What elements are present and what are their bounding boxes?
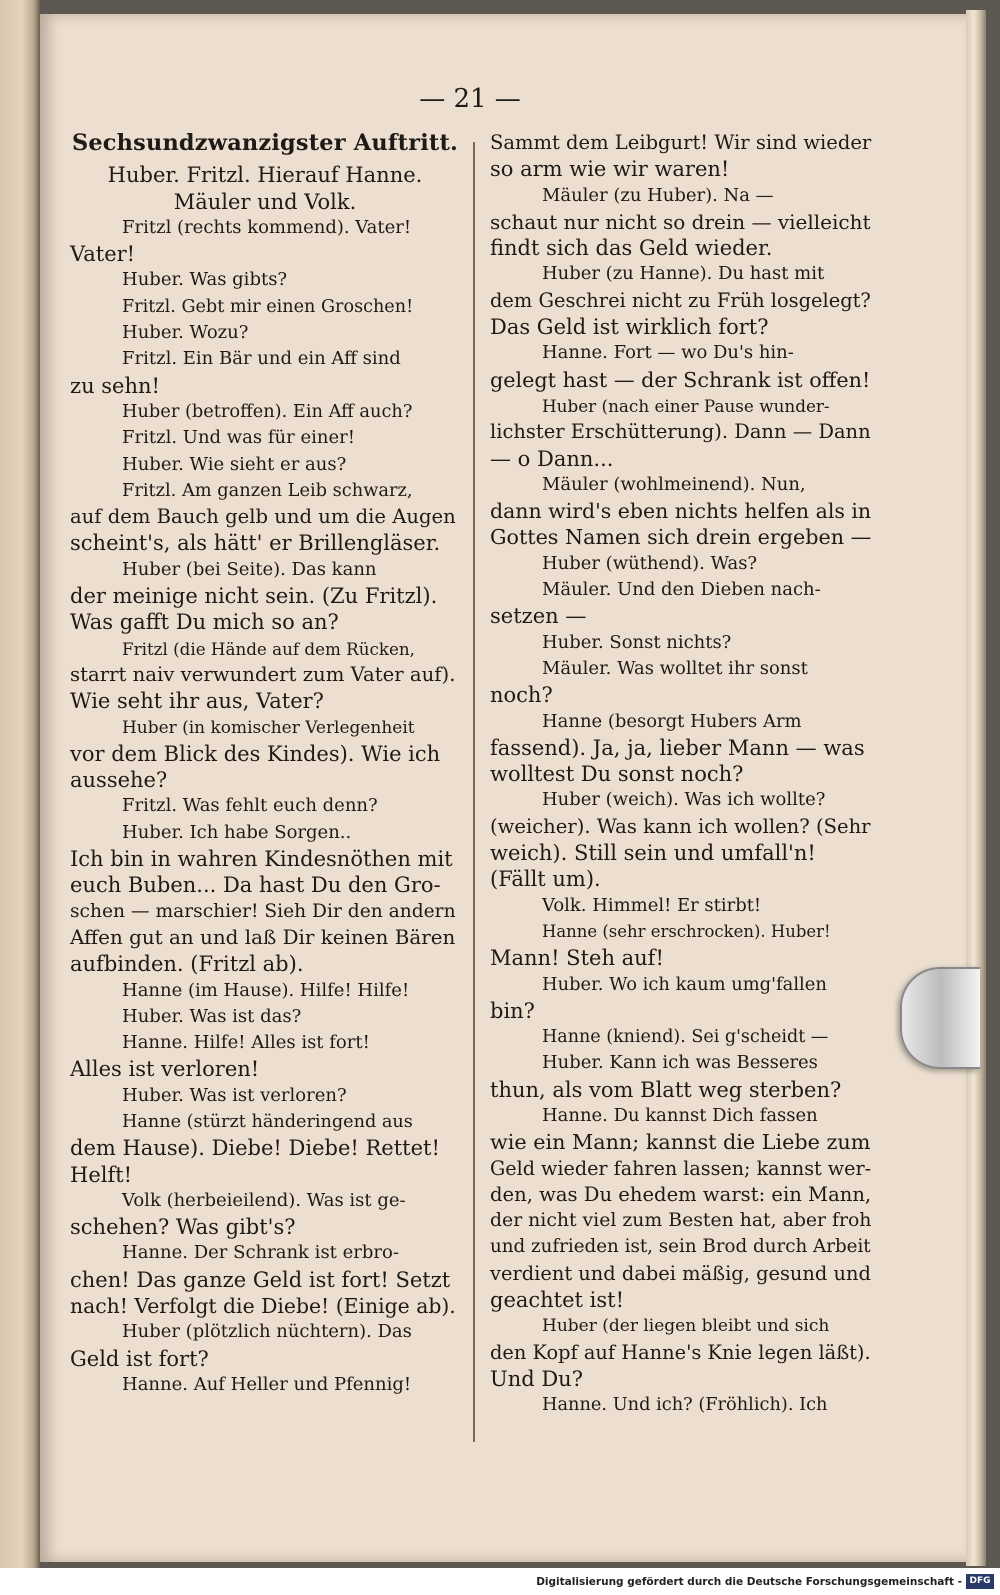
text-line: Huber. Kann ich was Besseres xyxy=(542,1052,818,1074)
text-line: Hanne. Hilfe! Alles ist fort! xyxy=(122,1032,370,1054)
text-line: schehen? Was gibt's? xyxy=(70,1215,296,1240)
text-line: Huber (plötzlich nüchtern). Das xyxy=(122,1321,412,1343)
text-line: noch? xyxy=(490,683,553,708)
text-line: schen — marschier! Sieh Dir den andern xyxy=(70,900,456,922)
text-line: Sammt dem Leibgurt! Wir sind wieder xyxy=(490,131,872,154)
text-line: Huber. Wozu? xyxy=(122,322,249,344)
text-line: Huber. Wo ich kaum umg'fallen xyxy=(542,973,827,995)
text-line: scheint's, als hätt' er Brillengläser. xyxy=(70,531,441,556)
text-line: Volk. Himmel! Er stirbt! xyxy=(542,894,762,916)
text-line: den Kopf auf Hanne's Knie legen läßt). xyxy=(490,1340,871,1364)
text-line: Huber. Was ist das? xyxy=(122,1005,302,1027)
text-line: Fritzl. Am ganzen Leib schwarz, xyxy=(122,479,413,501)
cast-line: Huber. Fritzl. Hierauf Hanne. xyxy=(107,163,423,188)
text-line: Was gafft Du mich so an? xyxy=(70,610,339,635)
text-line: Hanne. Und ich? (Fröhlich). Ich xyxy=(542,1395,828,1416)
text-line: Affen gut an und laß Dir keinen Bären xyxy=(70,925,456,949)
text-line: (weicher). Was kann ich wollen? (Sehr xyxy=(490,814,871,838)
text-line: Geld wieder fahren lassen; kannst wer- xyxy=(490,1156,872,1180)
text-line: Huber (wüthend). Was? xyxy=(542,552,758,574)
text-line: Huber (bei Seite). Das kann xyxy=(122,558,377,580)
left-column xyxy=(70,130,460,1398)
text-line: aussehe? xyxy=(70,768,168,793)
text-line: Hanne (besorgt Hubers Arm xyxy=(542,710,802,732)
text-line: Volk (herbeieilend). Was ist ge- xyxy=(122,1189,406,1211)
text-line: Hanne (im Hause). Hilfe! Hilfe! xyxy=(122,979,410,1001)
text-line: bin? xyxy=(490,998,535,1023)
text-line: vor dem Blick des Kindes). Wie ich xyxy=(70,741,441,766)
text-line: Hanne. Du kannst Dich fassen xyxy=(542,1104,818,1126)
text-line: Hanne (stürzt händeringend aus xyxy=(122,1111,413,1132)
text-line: chen! Das ganze Geld ist fort! Setzt xyxy=(70,1267,451,1292)
text-line: zu sehn! xyxy=(70,373,160,398)
text-line: dann wird's eben nichts helfen als in xyxy=(490,499,872,524)
text-line: dem Geschrei nicht zu Früh losgelegt? xyxy=(490,288,871,312)
text-line: Huber. Was ist verloren? xyxy=(122,1084,347,1106)
text-line: Hanne. Der Schrank ist erbro- xyxy=(122,1242,399,1264)
page-clip xyxy=(900,967,980,1069)
text-line: dem Hause). Diebe! Diebe! Rettet! xyxy=(70,1136,440,1161)
text-line: Huber. Wie sieht er aus? xyxy=(122,453,347,475)
text-line: Hanne (kniend). Sei g'scheidt — xyxy=(542,1027,829,1048)
text-line: Huber (nach einer Pause wunder- xyxy=(542,395,830,416)
text-line: Und Du? xyxy=(490,1366,583,1391)
text-line: Ich bin in wahren Kindesnöthen mit xyxy=(70,847,453,872)
text-line: — o Dann... xyxy=(490,446,614,471)
right-column xyxy=(490,130,875,1419)
page-edge xyxy=(966,10,986,1566)
text-line: Huber (zu Hanne). Du hast mit xyxy=(542,263,825,285)
text-line: Vater! xyxy=(70,242,136,267)
text-line: Fritzl. Gebt mir einen Groschen! xyxy=(122,296,414,317)
cast-line: Mäuler und Volk. xyxy=(173,189,357,214)
text-line: geachtet ist! xyxy=(490,1288,625,1313)
text-line: Mäuler. Was wolltet ihr sonst xyxy=(542,657,808,679)
text-line: den, was Du ehedem warst: ein Mann, xyxy=(490,1182,872,1206)
text-line: Huber (weich). Was ich wollte? xyxy=(542,789,826,811)
text-line: Huber. Ich habe Sorgen.. xyxy=(122,821,352,843)
text-line: Mäuler (zu Huber). Na — xyxy=(542,184,774,206)
text-line: Hanne (sehr erschrocken). Huber! xyxy=(542,921,831,941)
text-line: euch Buben... Da hast Du den Gro- xyxy=(70,873,441,898)
book-spine xyxy=(0,0,40,1568)
scene-heading: Sechsundzwanzigster Auftritt. xyxy=(71,130,459,156)
right-text-lines xyxy=(490,130,875,1419)
text-line: der nicht viel zum Besten hat, aber froh xyxy=(490,1210,872,1232)
text-line: Huber (in komischer Verlegenheit xyxy=(122,717,415,738)
text-line: Helft! xyxy=(70,1162,133,1187)
text-line: Huber (der liegen bleibt und sich xyxy=(542,1316,830,1337)
text-line: Mann! Steh auf! xyxy=(490,946,664,971)
text-line: fassend). Ja, ja, lieber Mann — was xyxy=(490,735,865,760)
text-line: lichster Erschütterung). Dann — Dann xyxy=(490,420,871,444)
text-line: auf dem Bauch gelb und um die Augen xyxy=(70,505,456,529)
text-line: Gottes Namen sich drein ergeben — xyxy=(490,525,872,550)
text-line: wolltest Du sonst noch? xyxy=(490,762,744,787)
page-number: — 21 — xyxy=(419,84,521,114)
left-text-lines xyxy=(70,215,460,1398)
text-line: Mäuler (wohlmeinend). Nun, xyxy=(542,473,806,495)
text-line: so arm wie wir waren! xyxy=(490,157,730,182)
text-line: wie ein Mann; kannst die Liebe zum xyxy=(490,1130,871,1155)
footer-credit: Digitalisierung gefördert durch die Deutsche Forschungsgemeinschaft - xyxy=(536,1576,962,1588)
text-line: weich). Still sein und umfall'n! xyxy=(490,841,816,866)
text-line: Wie seht ihr aus, Vater? xyxy=(70,689,324,714)
text-line: Mäuler. Und den Dieben nach- xyxy=(542,579,821,601)
dfg-logo: DFG xyxy=(966,1574,994,1589)
text-line: setzen — xyxy=(490,604,587,629)
text-line: verdient und dabei mäßig, gesund und xyxy=(490,1261,871,1285)
text-line: gelegt hast — der Schrank ist offen! xyxy=(490,367,871,392)
text-line: findt sich das Geld wieder. xyxy=(490,236,773,261)
text-line: und zufrieden ist, sein Brod durch Arbeit xyxy=(490,1236,871,1258)
text-line: Fritzl. Und was für einer! xyxy=(122,427,355,449)
text-line: Hanne. Fort — wo Du's hin- xyxy=(542,342,794,364)
text-line: Fritzl. Ein Bär und ein Aff sind xyxy=(122,348,401,370)
text-line: Geld ist fort? xyxy=(70,1346,209,1371)
text-line: Fritzl (rechts kommend). Vater! xyxy=(122,216,412,238)
text-line: Hanne. Auf Heller und Pfennig! xyxy=(122,1373,412,1395)
text-line: aufbinden. (Fritzl ab). xyxy=(70,952,304,977)
text-line: Alles ist verloren! xyxy=(70,1057,260,1082)
text-line: Huber. Sonst nichts? xyxy=(542,631,732,653)
text-line: thun, als vom Blatt weg sterben? xyxy=(490,1077,842,1102)
text-line: schaut nur nicht so drein — vielleicht xyxy=(490,209,871,234)
text-line: (Fällt um). xyxy=(490,867,601,892)
text-line: der meinige nicht sein. (Zu Fritzl). xyxy=(70,584,438,609)
text-line: Huber. Was gibts? xyxy=(122,269,288,291)
column-divider xyxy=(473,142,475,1442)
text-line: Fritzl. Was fehlt euch denn? xyxy=(122,795,378,817)
text-line: starrt naiv verwundert zum Vater auf). xyxy=(70,662,456,686)
text-line: Fritzl (die Hände auf dem Rücken, xyxy=(122,638,415,659)
text-line: Huber (betroffen). Ein Aff auch? xyxy=(122,400,413,422)
text-line: nach! Verfolgt die Diebe! (Einige ab). xyxy=(70,1294,456,1319)
text-line: Das Geld ist wirklich fort? xyxy=(490,315,769,340)
